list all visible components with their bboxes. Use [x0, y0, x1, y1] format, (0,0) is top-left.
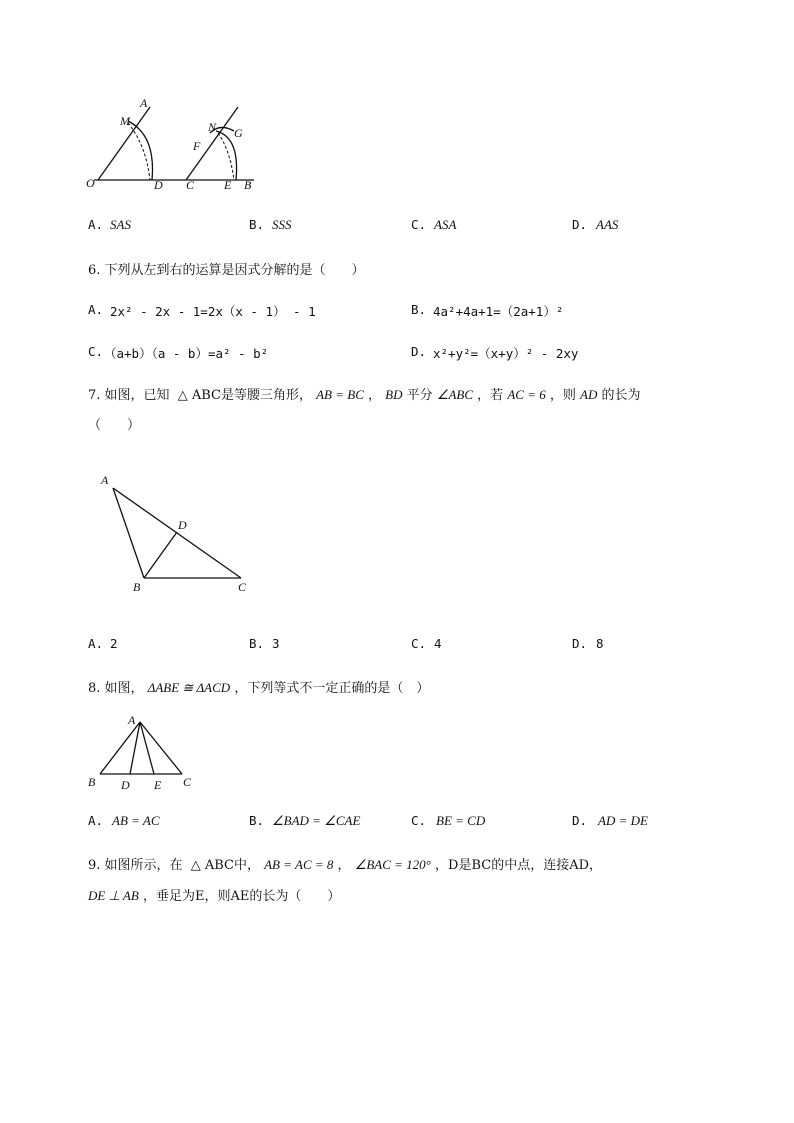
q8-option-c-letter: C.	[411, 813, 427, 828]
q7-comma-1: ，	[368, 388, 382, 403]
q8-option-a-letter: A.	[88, 813, 104, 828]
q8-figure	[84, 710, 199, 795]
q6-option-b-letter: B.	[411, 302, 427, 317]
q6-stem: 6. 下列从左到右的运算是因式分解的是（ ）	[88, 263, 365, 278]
side-ab	[113, 488, 144, 578]
q7-num: 7. 如图，已知	[88, 388, 170, 403]
q7-text-bisect: 平分	[406, 388, 433, 403]
q5-option-a-text: SAS	[110, 217, 131, 232]
q5-option-b-letter: B.	[249, 217, 265, 232]
label-d: D	[154, 178, 163, 192]
q8-math-congruent: ΔABE ≅ ΔACD	[147, 680, 231, 695]
q8-rest: ，下列等式不一定正确的是（ ）	[234, 681, 430, 696]
q7-text-length: 的长为	[601, 388, 641, 403]
label-n: N	[208, 120, 217, 134]
q7-option-b-text: 3	[272, 636, 280, 651]
label-e: E	[224, 178, 232, 192]
q5-option-a-letter: A.	[88, 217, 104, 232]
q9-triangle: △ ABC中，	[190, 858, 260, 873]
q9-text-midpoint: ，D是BC的中点，连接AD，	[435, 858, 603, 873]
arc-md	[128, 121, 153, 180]
segment-ad	[130, 722, 140, 774]
label-o: O	[86, 176, 95, 190]
q8-option-c-text: BE = CD	[436, 813, 486, 828]
q7-text-then: ，则	[549, 388, 576, 403]
label-d: D	[178, 518, 187, 532]
q7-math-angle-abc: ∠ABC	[436, 387, 474, 402]
label-a: A	[140, 96, 148, 110]
label-b: B	[133, 580, 141, 594]
q9-stem-line1	[88, 854, 602, 873]
q7-figure	[96, 470, 256, 600]
q8-option-b-letter: B.	[249, 813, 265, 828]
chord-md-dashed	[128, 123, 150, 180]
q7-option-a-letter: A.	[88, 636, 104, 651]
q7-option-a-text: 2	[110, 636, 118, 651]
q8-stem	[88, 677, 429, 696]
side-ab	[100, 722, 140, 774]
q5-option-d-text: AAS	[596, 217, 619, 232]
label-b: B	[88, 775, 96, 789]
q8-option-b-text: ∠BAD = ∠CAE	[272, 813, 361, 828]
q5-option-b-text: SSS	[272, 217, 292, 232]
label-c: C	[238, 580, 247, 594]
q6-option-c-letter: C.	[88, 344, 104, 359]
q9-math-angle-bac: ∠BAC = 120°	[354, 857, 431, 872]
label-a: A	[128, 713, 136, 727]
q9-math-ab-ac-8: AB = AC = 8	[264, 857, 334, 872]
label-f: F	[193, 139, 201, 153]
chord-ne-dashed	[218, 133, 234, 180]
q6-option-a-text: 2x² - 2x - 1=2x（x - 1） - 1	[110, 304, 316, 319]
segment-bd	[144, 532, 177, 578]
q7-stem	[88, 384, 641, 403]
q7-math-ac-6: AC = 6	[507, 387, 546, 402]
q6-option-c-text: （a+b）（a - b）=a² - b²	[104, 346, 269, 361]
q8-option-d-text: AD = DE	[598, 813, 648, 828]
q9-math-de-perp-ab: DE ⊥ AB	[88, 888, 139, 903]
q7-math-ab-bc: AB = BC	[316, 387, 364, 402]
q7-math-bd: BD	[385, 387, 403, 402]
q6-option-a-letter: A.	[88, 302, 104, 317]
q8-option-d-letter: D.	[572, 813, 588, 828]
label-b: B	[244, 178, 252, 192]
q7-option-d-text: 8	[596, 636, 604, 651]
q7-triangle: △ ABC是等腰三角形，	[177, 388, 312, 403]
label-c: C	[183, 775, 192, 789]
label-g: G	[234, 126, 243, 140]
q7-math-ad: AD	[580, 387, 598, 402]
q7-answer-paren: （ ）	[88, 418, 141, 433]
label-c: C	[186, 178, 195, 192]
q9-num: 9. 如图所示，在	[88, 858, 183, 873]
q9-text-question: ，垂足为E，则AE的长为（ ）	[142, 889, 341, 904]
q6-option-d-letter: D.	[411, 344, 427, 359]
side-ac	[140, 722, 182, 774]
q7-option-b-letter: B.	[249, 636, 265, 651]
q6-option-b-text: 4a²+4a+1=（2a+1）²	[433, 304, 564, 319]
label-a: A	[101, 473, 109, 487]
q7-option-d-letter: D.	[572, 636, 588, 651]
q8-option-a-text: AB = AC	[112, 813, 160, 828]
q9-comma-1: ，	[337, 858, 351, 873]
q7-text-if: ，若	[477, 388, 504, 403]
q7-option-c-letter: C.	[411, 636, 427, 651]
q5-option-d-letter: D.	[572, 217, 588, 232]
q5-option-c-text: ASA	[434, 217, 457, 232]
q5-figure	[80, 95, 270, 195]
label-e: E	[154, 778, 162, 792]
q9-stem-line2	[88, 885, 340, 904]
q5-option-c-letter: C.	[411, 217, 427, 232]
label-d: D	[121, 778, 130, 792]
q7-option-c-text: 4	[434, 636, 442, 651]
label-m: M	[120, 114, 130, 128]
q6-option-d-text: x²+y²=（x+y）² - 2xy	[433, 346, 579, 361]
q8-num: 8. 如图，	[88, 681, 144, 696]
